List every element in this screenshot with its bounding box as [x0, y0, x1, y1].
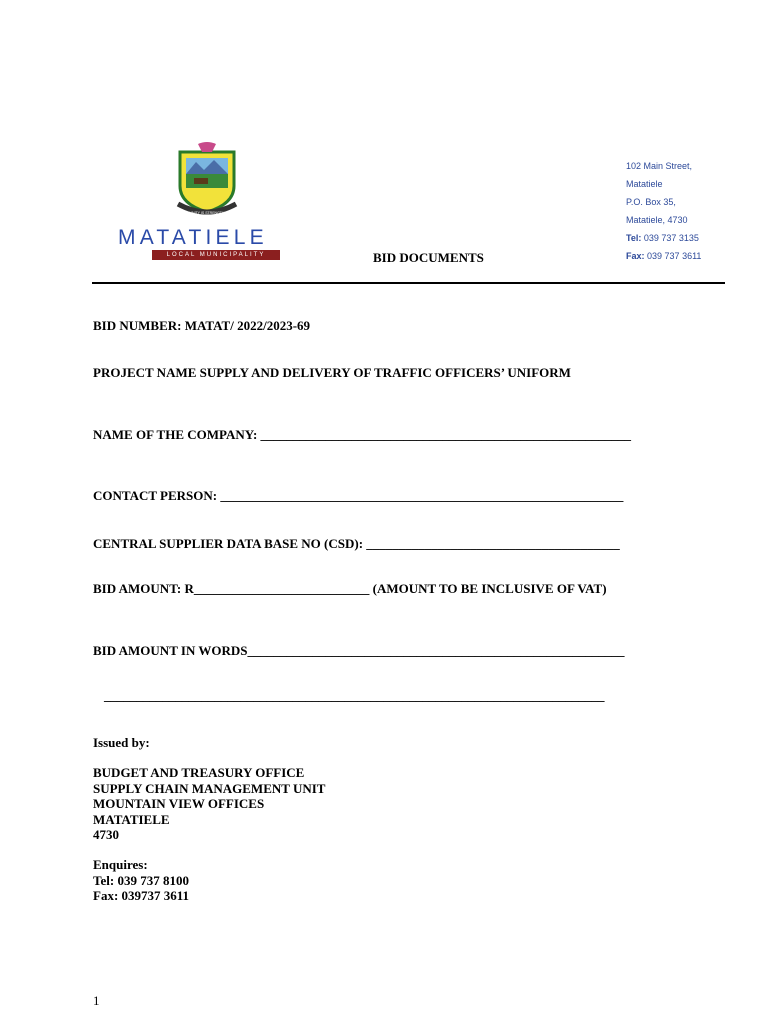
tel-label: Tel: — [626, 233, 642, 243]
header-divider — [92, 282, 725, 284]
fax-value: 039 737 3611 — [647, 251, 702, 261]
issuer-line: SUPPLY CHAIN MANAGEMENT UNIT — [93, 780, 326, 796]
bid-amount-words-continuation[interactable]: _____________________________________________________________________________ — [104, 688, 605, 703]
bid-amount-words-field[interactable]: BID AMOUNT IN WORDS__________________________________________________________ — [93, 643, 625, 658]
tel-value: 039 737 3135 — [643, 233, 699, 243]
csd-number-field[interactable]: CENTRAL SUPPLIER DATA BASE NO (CSD): _______________________________________ — [93, 536, 620, 551]
fax-label: Fax: — [626, 251, 645, 261]
address-fax — [626, 251, 701, 261]
issuer-line: MOUNTAIN VIEW OFFICES — [93, 796, 265, 811]
address-postal: Matatiele, 4730 — [626, 215, 688, 225]
address-town: Matatiele — [626, 179, 663, 189]
logo-banner: LOCAL MUNICIPALITY — [152, 250, 280, 260]
enquiries-fax: Fax: 039737 3611 — [93, 888, 190, 903]
crest-motto: UNITY IS STRENGTH — [189, 211, 225, 215]
bid-amount-field[interactable]: BID AMOUNT: R___________________________ (AMOUNT TO BE INCLUSIVE OF VAT) — [93, 581, 607, 596]
enquiries-tel: Tel: 039 737 8100 — [93, 872, 189, 888]
bid-number: BID NUMBER: MATAT/ 2022/2023-69 — [93, 318, 311, 333]
issuer-line: 4730 — [93, 827, 119, 842]
enquiries-block — [93, 857, 189, 904]
logo-wordmark: MATATIELE — [118, 226, 268, 249]
address-tel — [626, 233, 699, 243]
issuer-block — [93, 765, 325, 843]
document-title: BID DOCUMENTS — [373, 250, 484, 265]
address-street: 102 Main Street, — [626, 161, 693, 171]
company-name-field[interactable]: NAME OF THE COMPANY: _________________________________________________________ — [93, 427, 632, 442]
contact-person-field[interactable]: CONTACT PERSON: ______________________________________________________________ — [93, 488, 624, 503]
municipal-crest-logo — [172, 142, 242, 220]
enquiries-heading: Enquires: — [93, 857, 148, 872]
issuer-line: MATATIELE — [93, 811, 170, 827]
issuer-line: BUDGET AND TREASURY OFFICE — [93, 765, 305, 780]
project-name: PROJECT NAME SUPPLY AND DELIVERY OF TRAFFIC OFFICERS’ UNIFORM — [93, 365, 571, 380]
issued-by-heading: Issued by: — [93, 735, 150, 750]
address-po-box: P.O. Box 35, — [626, 197, 676, 207]
page-number: 1 — [93, 993, 100, 1008]
